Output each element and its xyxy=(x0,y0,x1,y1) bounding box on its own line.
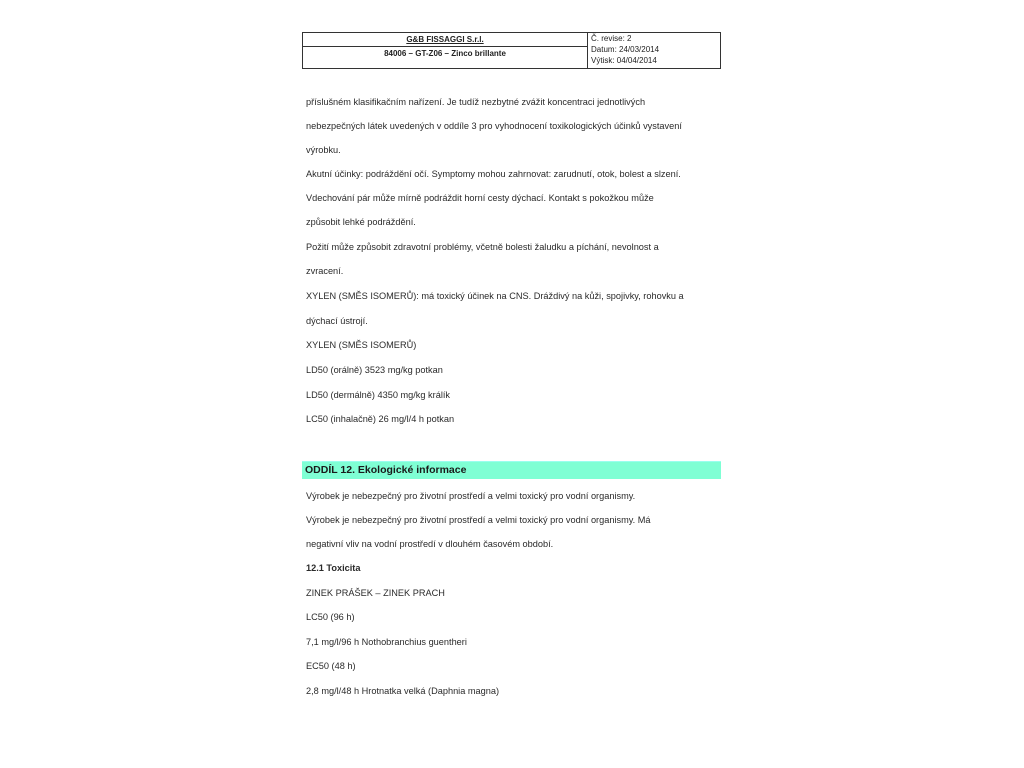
body-line: Požití může způsobit zdravotní problémy, včetně bolesti žaludku a píchání, nevolnost a xyxy=(306,242,659,252)
body-line: nebezpečných látek uvedených v oddíle 3 pro vyhodnocení toxikologických účinků vystavení xyxy=(306,121,682,131)
body-line: výrobku. xyxy=(306,145,341,155)
toxicity-line: LC50 (96 h) xyxy=(306,612,355,622)
toxicity-line: ZINEK PRÁŠEK – ZINEK PRACH xyxy=(306,588,445,598)
header-right-cell xyxy=(588,33,720,68)
body-line: Vdechování pár může mírně podráždit horní cesty dýchací. Kontakt s pokožkou může xyxy=(306,193,654,203)
body-line: XYLEN (SMĚS ISOMERŮ) xyxy=(306,340,417,350)
section-line: Výrobek je nebezpečný pro životní prostředí a velmi toxický pro vodní organismy. Má xyxy=(306,515,651,525)
body-line: Akutní účinky: podráždění očí. Symptomy mohou zahrnovat: zarudnutí, otok, bolest a slzení. xyxy=(306,169,681,179)
revision-date: Datum: 24/03/2014 xyxy=(591,45,660,54)
toxicity-subheading: 12.1 Toxicita xyxy=(306,563,361,573)
body-line: dýchací ústrojí. xyxy=(306,316,368,326)
toxicity-line: EC50 (48 h) xyxy=(306,661,356,671)
body-line: LD50 (dermálně) 4350 mg/kg králík xyxy=(306,390,451,400)
section-12-heading: ODDÍL 12. Ekologické informace xyxy=(302,461,721,479)
toxicity-line: 7,1 mg/l/96 h Nothobranchius guentheri xyxy=(306,637,467,647)
print-date: Výtisk: 04/04/2014 xyxy=(591,56,657,65)
revision-number: Č. revise: 2 xyxy=(591,34,632,43)
toxicity-line: 2,8 mg/l/48 h Hrotnatka velká (Daphnia magna) xyxy=(306,686,500,696)
body-line: XYLEN (SMĚS ISOMERŮ): má toxický účinek na CNS. Dráždivý na kůži, spojivky, rohovku a xyxy=(306,291,684,301)
body-line: způsobit lehké podráždění. xyxy=(306,217,416,227)
body-line: příslušném klasifikačním nařízení. Je tudíž nezbytné zvážit koncentraci jednotlivých xyxy=(306,97,646,107)
section-line: Výrobek je nebezpečný pro životní prostředí a velmi toxický pro vodní organismy. xyxy=(306,491,636,501)
section-line: negativní vliv na vodní prostředí v dlouhém časovém období. xyxy=(306,539,554,549)
product-name: 84006 – GT-Z06 – Zinco brillante xyxy=(384,49,506,58)
body-line: zvracení. xyxy=(306,266,344,276)
body-line: LC50 (inhalačně) 26 mg/l/4 h potkan xyxy=(306,414,455,424)
document-header-table xyxy=(302,32,721,69)
header-left-cell xyxy=(303,33,588,68)
body-line: LD50 (orálně) 3523 mg/kg potkan xyxy=(306,365,443,375)
company-name: G&B FISSAGGI S.r.l. xyxy=(303,33,587,47)
